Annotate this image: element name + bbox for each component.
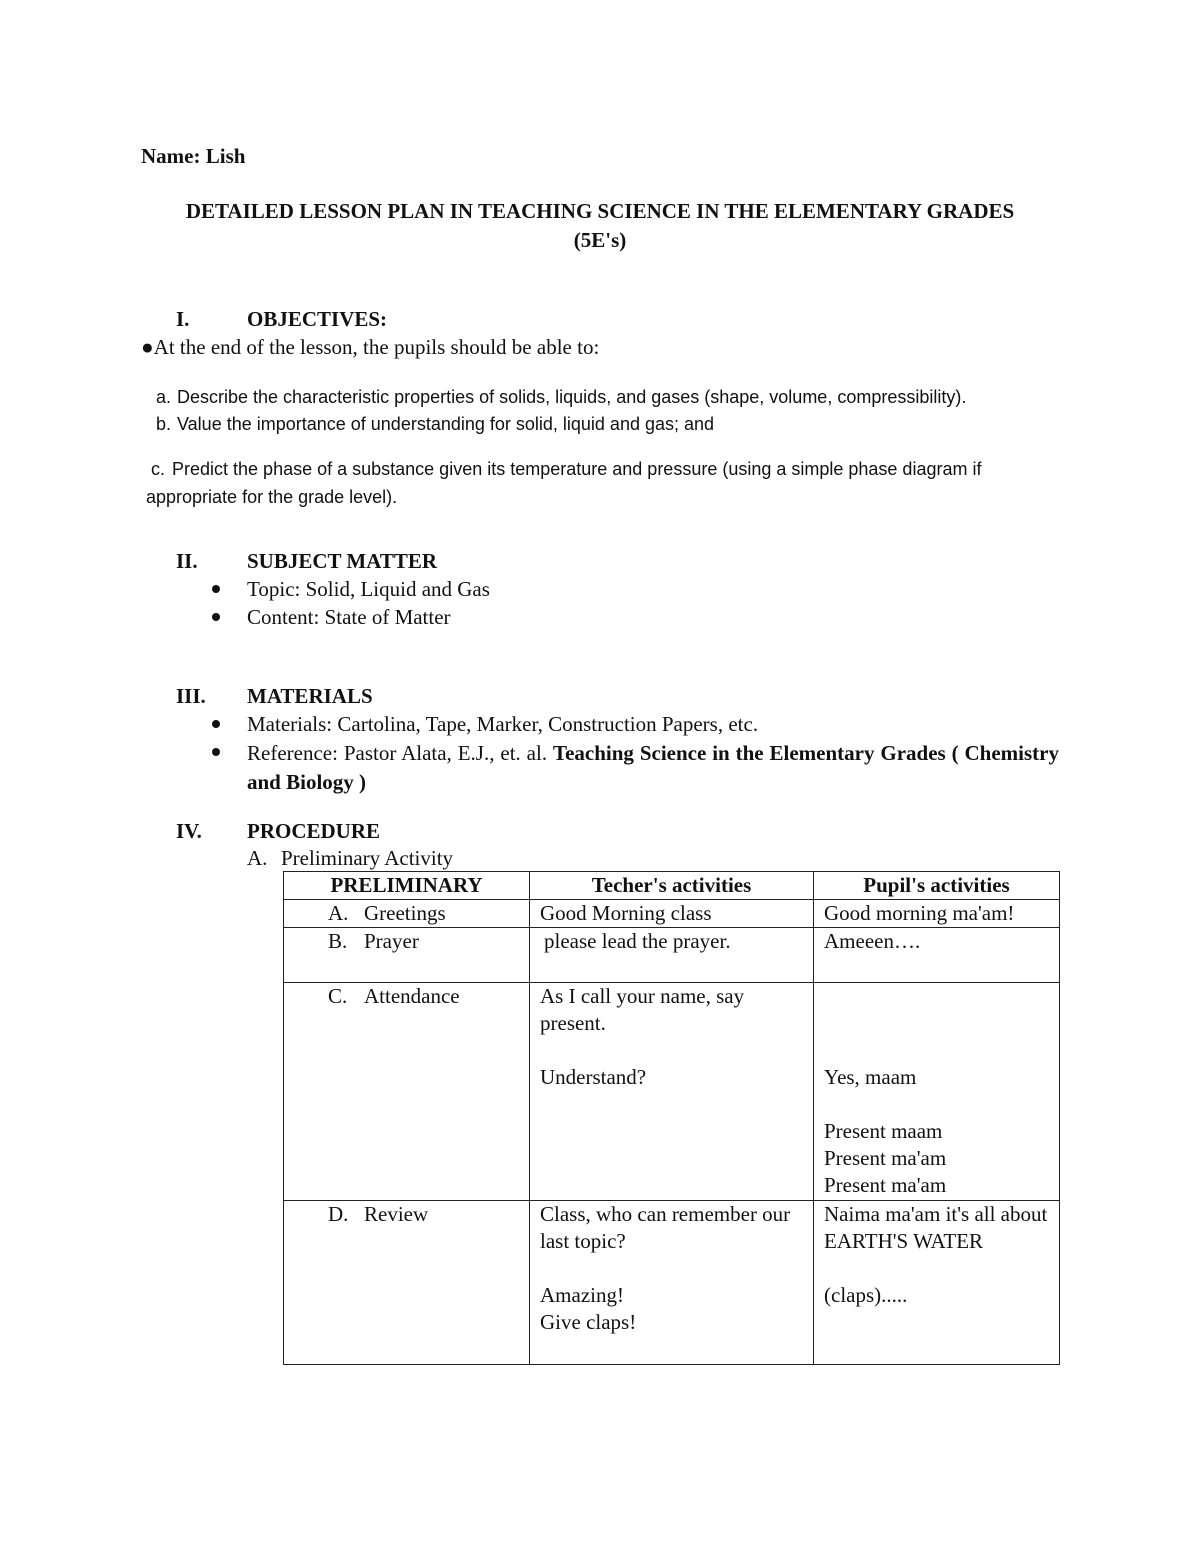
materials-heading: MATERIALS: [247, 684, 373, 708]
pupil-line: Present maam: [824, 1119, 943, 1143]
objective-letter: b.: [156, 414, 172, 434]
objective-text: Value the importance of understanding for solid, liquid and gas; and: [177, 414, 715, 434]
bullet-icon: [212, 613, 220, 621]
objective-letter: a.: [156, 387, 172, 407]
row-letter: B.: [328, 929, 348, 953]
objective-a: [156, 387, 966, 408]
table-row: [284, 928, 1060, 983]
pupil-line: Present ma'am: [824, 1146, 947, 1170]
row-title: Review: [364, 1202, 429, 1226]
procedure-number: IV.: [176, 819, 202, 843]
topic-text: Topic: Solid, Liquid and Gas: [247, 577, 490, 601]
bullet-icon: [212, 720, 220, 728]
row-label: [284, 1201, 530, 1365]
subsection-letter: A.: [247, 846, 268, 870]
pupil-line: Yes, maam: [824, 1065, 917, 1089]
table-row: [284, 983, 1060, 1201]
objectives-heading: OBJECTIVES:: [247, 307, 388, 331]
pupil-line: Naima ma'am it's all about EARTH'S WATER: [824, 1202, 1048, 1253]
objective-b: [156, 414, 714, 435]
objective-letter: c.: [151, 459, 166, 479]
teacher-line: As I call your name, say present.: [540, 984, 745, 1035]
student-name: Name: Lish: [141, 144, 246, 168]
row-label: [284, 983, 530, 1201]
pupil-cell: [814, 983, 1060, 1201]
row-label: [284, 928, 530, 983]
row-letter: C.: [328, 984, 348, 1008]
objectives-number: I.: [176, 307, 190, 331]
row-title: Attendance: [364, 984, 460, 1008]
row-title: Greetings: [364, 901, 446, 925]
objective-text: Describe the characteristic properties of solids, liquids, and gases (shape, volume, compressibility).: [177, 387, 967, 407]
table-row: [284, 900, 1060, 928]
materials-number: III.: [176, 684, 206, 708]
teacher-line: Class, who can remember our last topic?: [540, 1202, 791, 1253]
pupil-line: Present ma'am: [824, 1173, 947, 1197]
pupil-cell: [814, 1201, 1060, 1365]
subsection-title: Preliminary Activity: [281, 846, 454, 870]
objective-text: Predict the phase of a substance given its temperature and pressure (using a simple phase diagram if appropriate for the grade level).: [146, 459, 982, 507]
teacher-cell: [530, 983, 814, 1201]
column-header: PRELIMINARY: [284, 872, 530, 900]
bullet-icon: [212, 585, 220, 593]
row-label: [284, 900, 530, 928]
subject-matter-number: II.: [176, 549, 198, 573]
teacher-line: Give claps!: [540, 1310, 637, 1334]
objectives-intro: ●At the end of the lesson, the pupils should be able to:: [141, 335, 600, 359]
teacher-cell: please lead the prayer.: [530, 928, 814, 983]
procedure-heading: PROCEDURE: [247, 819, 381, 843]
row-letter: A.: [328, 901, 349, 925]
teacher-cell: [530, 1201, 814, 1365]
objective-c: [146, 455, 1076, 511]
teacher-line: Understand?: [540, 1065, 647, 1089]
pupil-line: (claps).....: [824, 1283, 908, 1307]
row-letter: D.: [328, 1202, 349, 1226]
reference-text: [247, 739, 1059, 797]
reference-prefix: Reference: Pastor Alata, E.J., et. al.: [247, 741, 548, 765]
column-header: Pupil's activities: [814, 872, 1060, 900]
table-header-row: [284, 872, 1060, 900]
subject-matter-heading: SUBJECT MATTER: [247, 549, 438, 573]
content-text: Content: State of Matter: [247, 605, 451, 629]
bullet-icon: [212, 748, 220, 756]
preliminary-activity-table: [283, 871, 1060, 1365]
document-title: DETAILED LESSON PLAN IN TEACHING SCIENCE IN THE ELEMENTARY GRADES (5E's): [185, 199, 1015, 252]
table-row: [284, 1201, 1060, 1365]
materials-text: Materials: Cartolina, Tape, Marker, Construction Papers, etc.: [247, 712, 759, 736]
teacher-line: Amazing!: [540, 1283, 624, 1307]
teacher-cell: Good Morning class: [530, 900, 814, 928]
reference-book-title: Teaching Science in the Elementary Grades ( Chemistry and Biology ): [247, 741, 1060, 794]
row-title: Prayer: [364, 929, 419, 953]
pupil-cell: Ameeen….: [814, 928, 1060, 983]
column-header: Techer's activities: [530, 872, 814, 900]
pupil-cell: Good morning ma'am!: [814, 900, 1060, 928]
preliminary-activity-heading: [247, 846, 453, 871]
